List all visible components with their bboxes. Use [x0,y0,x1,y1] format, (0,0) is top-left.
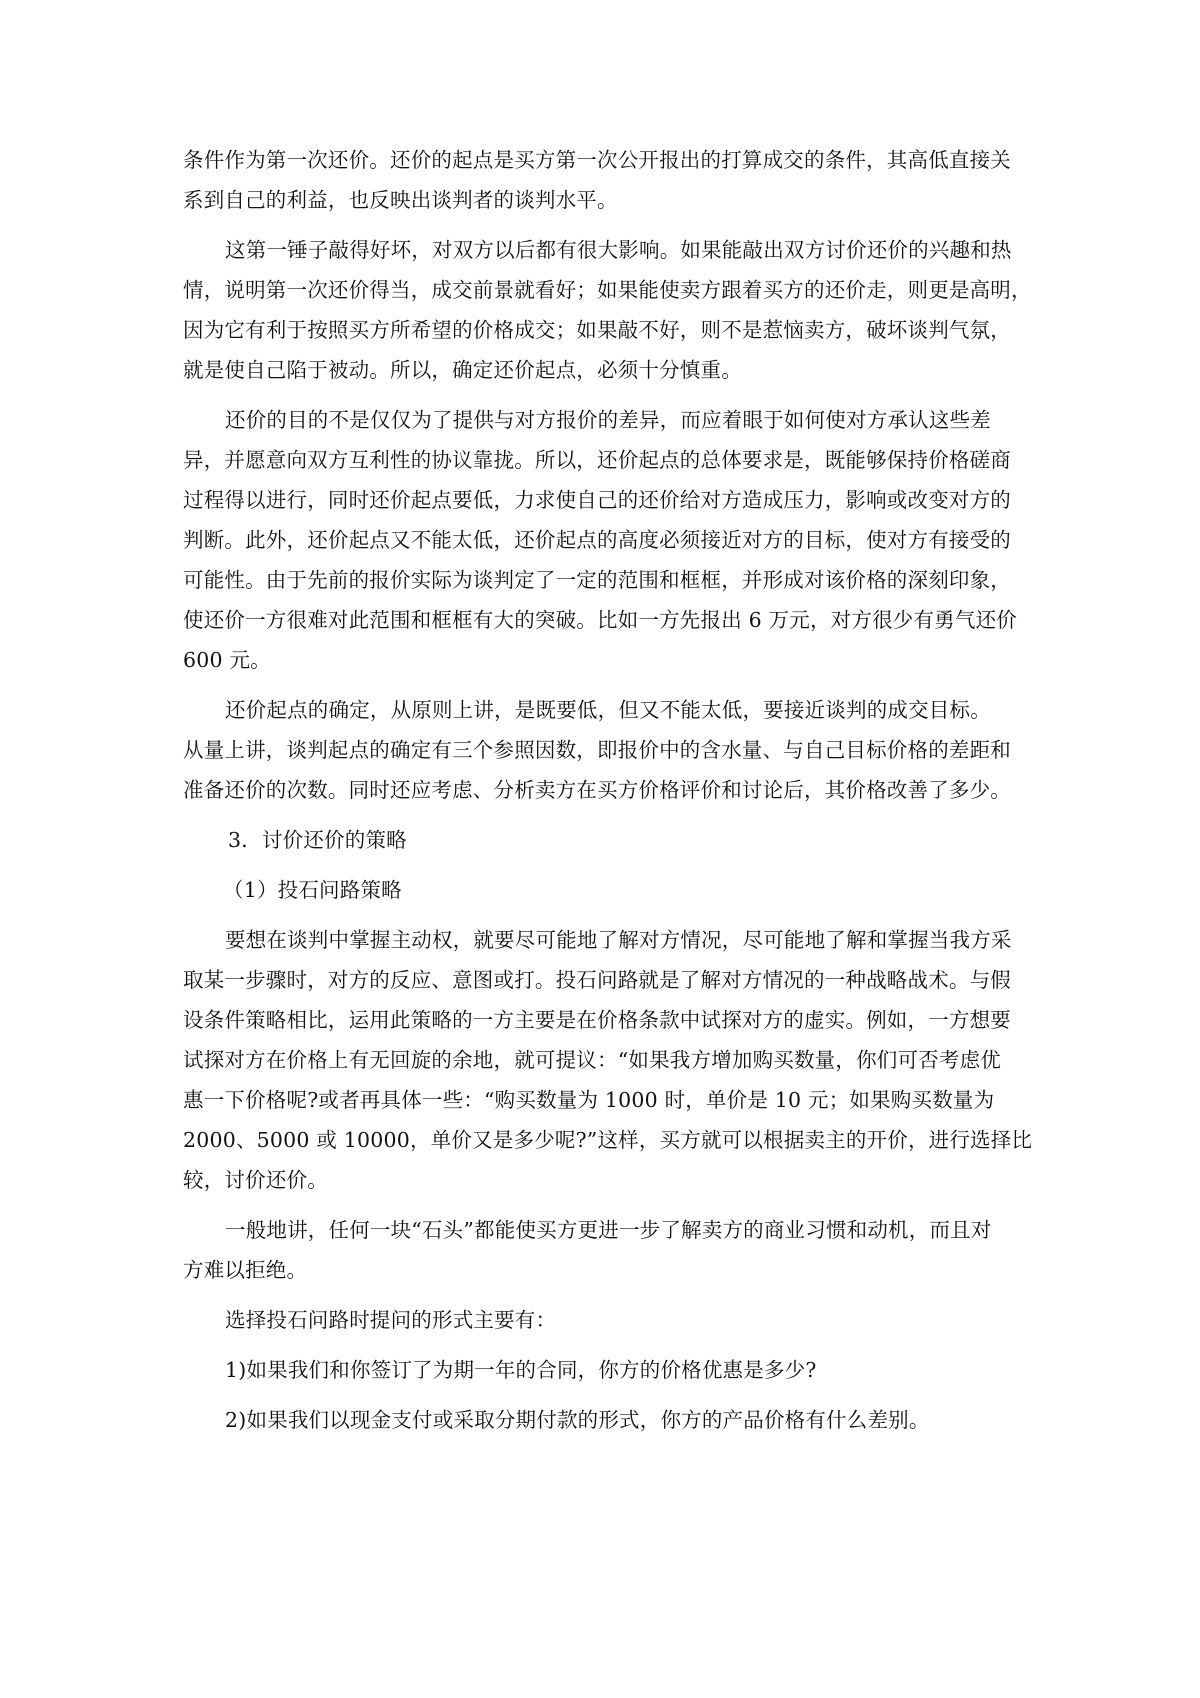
text-line: 判断。此外，还价起点又不能太低，还价起点的高度必须接近对方的目标，使对方有接受的 [183,528,1011,552]
list-item [183,1400,1033,1440]
text-line: 2000、5000 或 10000，单价又是多少呢?”这样，买方就可以根据卖主的开价，进行选择比 [183,1128,1033,1152]
text-line: 这第一锤子敲得好坏，对双方以后都有很大影响。如果能敲出双方讨价还价的兴趣和热 [225,238,1012,262]
subheading-text: （1）投石问路策略 [223,878,402,902]
text-line: 2)如果我们以现金支付或采取分期付款的形式，你方的产品价格有什么差别。 [225,1408,930,1432]
text-line: 过程得以进行，同时还价起点要低，力求使自己的还价给对方造成压力，影响或改变对方的 [183,488,1011,512]
text-line: 还价的目的不是仅仅为了提供与对方报价的差异，而应着眼于如何使对方承认这些差 [225,408,991,432]
text-line: 情，说明第一次还价得当，成交前景就看好；如果能使卖方跟着买方的还价走，则更是高明， [183,278,1032,302]
list-item [183,1350,1033,1390]
text-line: 600 元。 [183,648,271,672]
text-line: 异，并愿意向双方互利性的协议靠拢。所以，还价起点的总体要求是，既能够保持价格磋商 [183,448,1011,472]
text-line: 还价起点的确定，从原则上讲，是既要低，但又不能太低，要接近谈判的成交目标。 [225,698,991,722]
text-line: 就是使自己陷于被动。所以，确定还价起点，必须十分慎重。 [183,358,742,382]
text-line: 因为它有利于按照买方所希望的价格成交；如果敲不好，则不是惹恼卖方，破坏谈判气氛， [183,318,1011,342]
text-line: 使还价一方很难对此范围和框框有大的突破。比如一方先报出 6 万元，对方很少有勇气还价 [183,608,1017,632]
text-line: 选择投石问路时提问的形式主要有： [225,1308,557,1332]
subsection-heading [183,870,1033,910]
text-line: 要想在谈判中掌握主动权，就要尽可能地了解对方情况，尽可能地了解和掌握当我方采 [225,928,1012,952]
paragraph [183,400,1033,680]
text-line: 从量上讲，谈判起点的确定有三个参照因数，即报价中的含水量、与自己目标价格的差距和 [183,738,1011,762]
text-line: 较，讨价还价。 [183,1168,328,1192]
text-line: 设条件策略相比，运用此策略的一方主要是在价格条款中试探对方的虚实。例如，一方想要 [183,1008,1011,1032]
text-line: 可能性。由于先前的报价实际为谈判定了一定的范围和框框，并形成对该价格的深刻印象， [183,568,1011,592]
text-line: 惠一下价格呢?或者再具体一些：“购买数量为 1000 时，单价是 10 元；如果购买数量为 [183,1088,995,1112]
section-heading [183,820,1033,860]
text-line: 准备还价的次数。同时还应考虑、分析卖方在买方价格评价和讨论后，其价格改善了多少。 [183,778,1011,802]
document-page [183,140,1033,1440]
text-line: 方难以拒绝。 [183,1258,308,1282]
paragraph [183,690,1033,810]
paragraph [183,920,1033,1200]
paragraph [183,140,1033,220]
text-line: 条件作为第一次还价。还价的起点是买方第一次公开报出的打算成交的条件，其高低直接关 [183,148,1011,172]
paragraph [183,1210,1033,1290]
paragraph [183,230,1033,390]
text-line: 一般地讲，任何一块“石头”都能使买方更进一步了解卖方的商业习惯和动机，而且对 [225,1218,992,1242]
text-line: 系到自己的利益，也反映出谈判者的谈判水平。 [183,188,618,212]
heading-text: 3．讨价还价的策略 [228,828,407,852]
text-line: 取某一步骤时，对方的反应、意图或打。投石问路就是了解对方情况的一种战略战术。与假 [183,968,1011,992]
paragraph [183,1300,1033,1340]
text-line: 试探对方在价格上有无回旋的余地，就可提议：“如果我方增加购买数量，你们可否考虑优 [183,1048,1001,1072]
text-line: 1)如果我们和你签订了为期一年的合同，你方的价格优惠是多少? [225,1358,817,1382]
